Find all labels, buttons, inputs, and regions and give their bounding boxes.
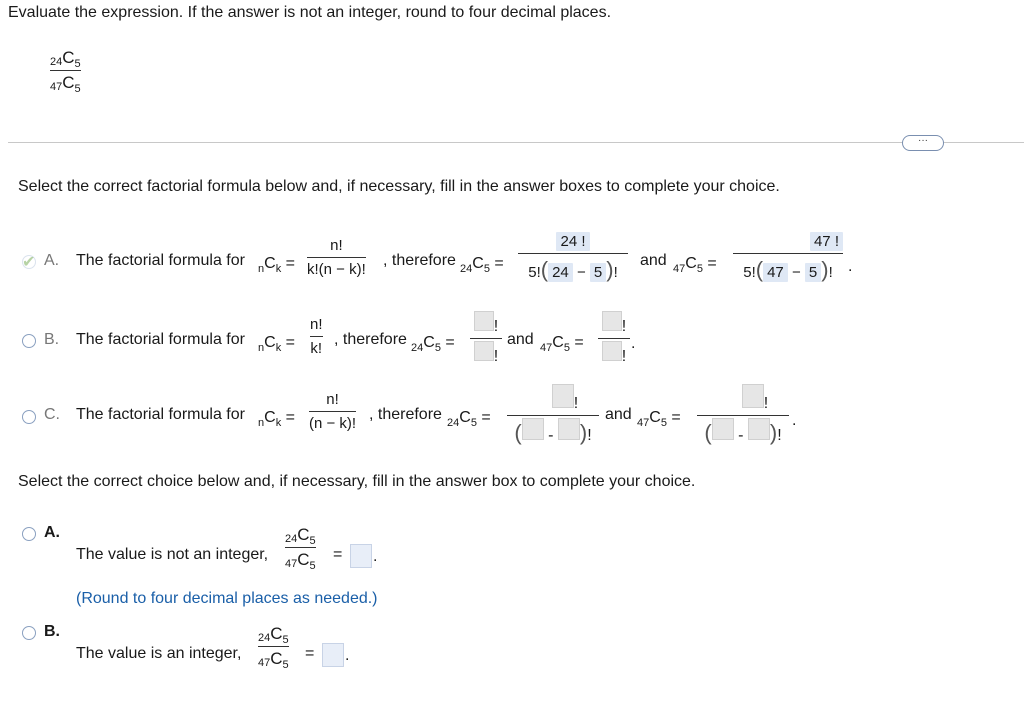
- part1-instruction: Select the correct factorial formula below and, if necessary, fill in the answer boxes to complete your choice.: [18, 178, 780, 195]
- hint-text: (Round to four decimal places as needed.): [76, 590, 378, 607]
- blank-frac-c-47: $\frac{!}{( - )!}$: [697, 384, 789, 446]
- nck-47: $_{47}C_5$ =: [637, 409, 681, 429]
- therefore-text: , therefore: [334, 331, 407, 348]
- option-letter: C.: [44, 406, 60, 423]
- answer-input[interactable]: [322, 643, 344, 667]
- and-text: and: [507, 331, 534, 348]
- radio-part1-a[interactable]: [22, 255, 36, 269]
- blank-frac-24: $\frac{!}{!}$: [470, 311, 502, 366]
- and-text: and: [640, 252, 667, 269]
- answer-47-factorial[interactable]: 47 !: [810, 232, 843, 251]
- option-text: The value is an integer,: [76, 645, 242, 662]
- radio-part1-c[interactable]: [22, 410, 36, 424]
- therefore-text: , therefore: [369, 406, 442, 423]
- answer-5[interactable]: 5: [590, 263, 606, 282]
- option-text: The factorial formula for: [76, 406, 245, 423]
- input-box[interactable]: [742, 384, 764, 408]
- and-text: and: [605, 406, 632, 423]
- divider: [8, 142, 1024, 143]
- radio-part1-b[interactable]: [22, 334, 36, 348]
- nck-47: $_{47}C_5$ =: [673, 255, 717, 275]
- answer-47c5: $\frac{47 !}{5!( 47 - 5 )!}$: [733, 233, 843, 283]
- nck-symbol: $_nC_k$ =: [258, 334, 295, 354]
- question-expression: $\frac{24C_5}{47C_5}$: [50, 48, 81, 95]
- input-box[interactable]: [552, 384, 574, 408]
- answer-24-factorial[interactable]: 24 !: [556, 232, 589, 251]
- option-letter: B.: [44, 623, 60, 640]
- blank-frac-c-24: $\frac{!}{( - )!}$: [507, 384, 599, 446]
- input-box[interactable]: [474, 341, 494, 361]
- input-box[interactable]: [558, 418, 580, 440]
- answer-24[interactable]: 24: [548, 263, 573, 282]
- option-letter: A.: [44, 524, 60, 541]
- input-box[interactable]: [474, 311, 494, 331]
- question-instruction: Evaluate the expression. If the answer is not an integer, round to four decimal places.: [8, 4, 612, 21]
- answer-5b[interactable]: 5: [805, 263, 821, 282]
- formula-b: $\frac{n!}{k!}$: [310, 316, 323, 357]
- nck-24: $_{24}C_5$ =: [460, 255, 504, 275]
- input-box[interactable]: [712, 418, 734, 440]
- expression-fraction: $\frac{24C_5}{47C_5}$: [258, 624, 289, 671]
- radio-part2-b[interactable]: [22, 626, 36, 640]
- option-letter: A.: [44, 252, 60, 269]
- more-button[interactable]: ···: [902, 135, 944, 151]
- formula-c: $\frac{n!}{(n - k)!}$: [309, 391, 357, 432]
- nck-24: $_{24}C_5$ =: [411, 334, 455, 354]
- therefore-text: , therefore: [383, 252, 456, 269]
- option-letter: B.: [44, 331, 60, 348]
- part2-instruction: Select the correct choice below and, if necessary, fill in the answer box to complete your choice.: [18, 473, 696, 490]
- expression-fraction: $\frac{24C_5}{47C_5}$: [285, 525, 316, 572]
- input-box[interactable]: [522, 418, 544, 440]
- answer-47[interactable]: 47: [763, 263, 788, 282]
- answer-24c5: $\frac{24 !}{5!( 24 - 5 )!}$: [518, 233, 628, 283]
- radio-part2-a[interactable]: [22, 527, 36, 541]
- formula-a: $\frac{n!}{k!(n - k)!}$: [307, 237, 366, 278]
- answer-input[interactable]: [350, 544, 372, 568]
- nck-symbol: $_nC_k$ =: [258, 409, 295, 429]
- nck-symbol: $_nC_k$ =: [258, 255, 295, 275]
- nck-24: $_{24}C_5$ =: [447, 409, 491, 429]
- option-text: The factorial formula for: [76, 252, 245, 269]
- option-text: The factorial formula for: [76, 331, 245, 348]
- nck-47: $_{47}C_5$ =: [540, 334, 584, 354]
- input-box[interactable]: [602, 341, 622, 361]
- blank-frac-47: $\frac{!}{!}$: [598, 311, 630, 366]
- input-box[interactable]: [748, 418, 770, 440]
- input-box[interactable]: [602, 311, 622, 331]
- option-text: The value is not an integer,: [76, 546, 269, 563]
